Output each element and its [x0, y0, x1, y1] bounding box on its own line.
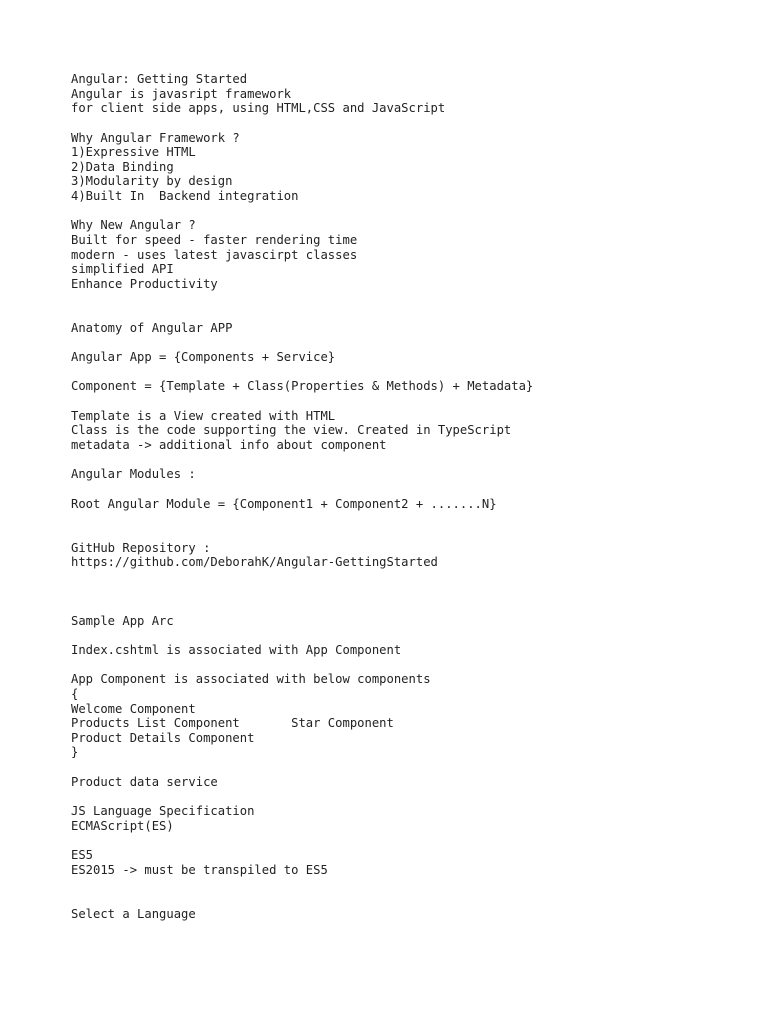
blank-line: [71, 116, 751, 131]
text-line: 2)Data Binding: [71, 159, 174, 174]
blank-line: [71, 833, 751, 848]
text-line: Enhance Productivity: [71, 276, 218, 291]
text-line: Angular Modules :: [71, 467, 196, 482]
blank-line: [71, 453, 751, 468]
blank-line: [71, 658, 751, 673]
text-line: ES2015 -> must be transpiled to ES5: [71, 862, 328, 877]
text-line: Sample App Arc: [71, 613, 174, 628]
blank-line: [71, 877, 751, 892]
text-line: Angular: Getting Started: [71, 72, 248, 86]
text-line: ES5: [71, 847, 94, 862]
text-line: GitHub Repository :: [71, 540, 211, 555]
blank-line: [71, 511, 751, 526]
text-line: Root Angular Module = {Component1 + Component2 + .......N}: [71, 496, 497, 511]
text-line: ECMAScript(ES): [71, 818, 174, 833]
text-line: Anatomy of Angular APP: [71, 320, 233, 335]
text-line: simplified API: [71, 262, 174, 277]
blank-line: [71, 628, 751, 643]
text-line: Template is a View created with HTML: [71, 408, 336, 423]
text-line: Why Angular Framework ?: [71, 130, 240, 145]
blank-line: [71, 394, 751, 409]
text-line: modern - uses latest javascirpt classes: [71, 247, 358, 262]
blank-line: [71, 760, 751, 775]
text-line: 4)Built In Backend integration: [71, 189, 299, 204]
text-line: 3)Modularity by design: [71, 174, 233, 189]
text-line: for client side apps, using HTML,CSS and JavaScript: [71, 101, 446, 116]
text-line: Products List Component Star Component: [71, 716, 394, 731]
text-line: Product data service: [71, 774, 218, 789]
text-line: Angular is javasript framework: [71, 86, 292, 101]
text-line: metadata -> additional info about component: [71, 438, 387, 453]
text-line: 1)Expressive HTML: [71, 145, 196, 160]
blank-line: [71, 599, 751, 614]
text-line: Select a Language: [71, 906, 196, 921]
blank-line: [71, 789, 751, 804]
blank-line: [71, 292, 751, 307]
text-line: JS Language Specification: [71, 804, 255, 819]
blank-line: [71, 892, 751, 907]
text-line: {: [71, 686, 79, 701]
blank-line: [71, 526, 751, 541]
blank-line: [71, 306, 751, 321]
text-line: }: [71, 745, 79, 760]
text-line: Index.cshtml is associated with App Component: [71, 642, 402, 657]
text-line: Angular App = {Components + Service}: [71, 350, 336, 365]
blank-line: [71, 584, 751, 599]
text-line: Why New Angular ?: [71, 218, 196, 233]
text-line: Product Details Component: [71, 730, 255, 745]
blank-line: [71, 482, 751, 497]
blank-line: [71, 204, 751, 219]
text-line: App Component is associated with below components: [71, 672, 431, 687]
text-line: Component = {Template + Class(Properties & Methods) + Metadata}: [71, 379, 534, 394]
text-line: Class is the code supporting the view. Created in TypeScript: [71, 423, 512, 438]
blank-line: [71, 365, 751, 380]
blank-line: [71, 336, 751, 351]
blank-line: [71, 570, 751, 585]
text-line: Welcome Component: [71, 701, 196, 716]
text-line: https://github.com/DeborahK/Angular-GettingStarted: [71, 555, 438, 570]
document-text: [71, 72, 751, 921]
text-line: Built for speed - faster rendering time: [71, 233, 358, 248]
